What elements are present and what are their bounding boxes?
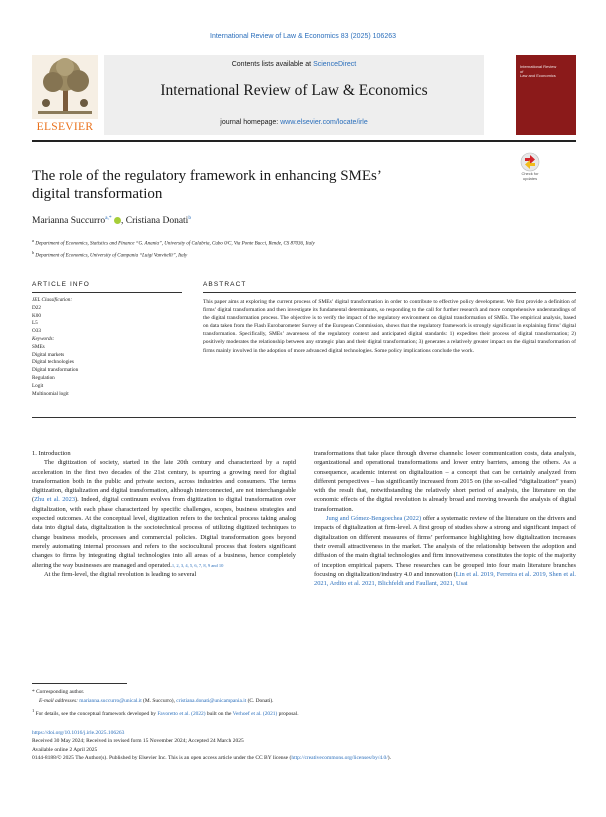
article-title-line: digital transformation xyxy=(32,186,163,202)
jel-label: JEL Classification: xyxy=(32,297,73,303)
paragraph-text: ). Indeed, digital continuum evolves from digitization to digital transformation over digitalization, with each phase characterized by specific challenges, scopes, business strategies and expected outcomes. At the conceptual level, digitization refers to the technical process taking analog data into digital data, digitalization is the sociotechnical process of utilizing digitized techniques to change business models, processes and commercial policies. Digital transformation goes beyond merely automating internal processes and refers to the sociocultural process that fosters significant changes to firms by integrating digital technologies into all areas of a business, hence completely altering the way businesses are managed and operated. xyxy=(32,496,296,569)
cover-title xyxy=(520,65,572,79)
footnote-mark: * xyxy=(32,689,35,695)
footnote-mark: 1 xyxy=(32,708,35,713)
article-info-heading: ARTICLE INFO xyxy=(32,281,90,288)
abstract-heading: ABSTRACT xyxy=(203,281,247,288)
body-column-right xyxy=(314,449,576,588)
author-name: Cristiana Donati xyxy=(125,216,189,227)
license-line xyxy=(32,754,576,762)
affiliation-b xyxy=(32,249,576,261)
keyword: Regulation xyxy=(32,374,55,381)
citation-links[interactable]: Lin et al. 2019, Ferreira et al. 2019, Shen et al. 2021, Ardito et al. 2021, Blichfeldt and Faullant, 2021, Usai xyxy=(314,570,576,588)
article-info-rule xyxy=(32,292,182,293)
corresponding-author-note xyxy=(32,688,576,697)
license-link[interactable]: http://creativecommons.org/licenses/by/4.0/ xyxy=(291,754,388,761)
body-paragraph: transformations that take place through diverse channels: lower communication costs, data analysis, organizational and operational transformations and lower entry barriers, among the others. As a consequence, academic interest on digitalization – a concept that can be certainly analyzed from different perspectives – has significantly increased from 2015 on (the so-called “digitalization” years) with the result that, notwithstanding the relatively short period of analysis, the literature on the economic effects of the digital revolution is already broad and moving towards the analysis of digital transformation. xyxy=(314,450,576,513)
sciencedirect-link[interactable]: ScienceDirect xyxy=(313,61,357,68)
email-link[interactable]: cristiana.donati@unicampania.it xyxy=(176,698,247,704)
email-note xyxy=(32,697,576,706)
keyword: Logit xyxy=(32,382,44,389)
body-paragraph xyxy=(314,514,576,588)
email-owner: (C. Donati). xyxy=(246,698,274,704)
citation-link[interactable]: Favoretto et al. (2022) xyxy=(157,710,206,717)
author-affil-mark[interactable]: a,* xyxy=(105,215,112,221)
journal-cover-thumbnail[interactable] xyxy=(516,55,576,135)
elsevier-tree-icon xyxy=(32,55,98,119)
check-updates-line: Check for xyxy=(521,171,539,176)
affiliation-text: Department of Economics, Statistics and Finance “G. Anania”, University of Calabria, Cubo 0/C, Via Ponte Bucci, Rende, CS 87036, Italy xyxy=(35,241,315,247)
email-label: E-mail addresses: xyxy=(39,698,78,704)
footnote-text: Corresponding author. xyxy=(36,689,85,695)
footnote-text: For details, see the conceptual framework developed by xyxy=(35,710,158,717)
footnote-rule xyxy=(32,683,127,684)
cover-title-line: International Review xyxy=(520,64,557,69)
keyword: Digital markets xyxy=(32,351,65,358)
footnote-marks[interactable]: 1, 2, 3, 4, 5, 6, 7, 8, 9 and 10 xyxy=(171,562,224,568)
jel-code: L5 xyxy=(32,320,38,327)
orcid-icon[interactable] xyxy=(114,217,121,224)
masthead xyxy=(32,55,576,135)
masthead-rule xyxy=(32,140,576,142)
keyword: SMEs xyxy=(32,343,45,350)
homepage-link[interactable]: www.elsevier.com/locate/irle xyxy=(280,119,368,126)
journal-reference[interactable]: International Review of Law & Economics 83 (2025) 106263 xyxy=(210,33,396,40)
article-info-panel xyxy=(32,297,182,398)
authors-line: Marianna Succurro$^{a,*}$ , Cristiana Donati$^b$ xyxy=(32,215,192,227)
contents-line xyxy=(104,61,484,68)
homepage-prefix: journal homepage: xyxy=(220,119,281,126)
paragraph-text: offer a systematic review of the literature on the drivers and impacts of digitalization at firm-level. A first group of studies show a strong and significant impact of digitalization on different measures of firms’ performance highlighting how digitalization increases their overall attractiveness in the market. The analysis of the relationship between the adoption and diffusion of the main digital technologies and firm innovativeness constitutes the topic of the majority of inception empirical papers. These researches can be grouped into four main literature branches focusing on digitalization/industry 4.0 and innovation ( xyxy=(314,515,576,578)
footnote-1 xyxy=(32,706,576,719)
jel-code: K00 xyxy=(32,312,41,319)
cover-title-line: Law and Economics xyxy=(520,73,556,79)
affiliations xyxy=(32,237,576,260)
affiliation-mark: b xyxy=(32,249,35,255)
section-heading: 1. Introduction xyxy=(32,450,71,457)
jel-code: D22 xyxy=(32,304,41,311)
author-affil-mark[interactable]: b xyxy=(188,215,192,221)
keyword: Digital transformation xyxy=(32,367,79,374)
email-link[interactable]: marianna.succurro@unical.it xyxy=(79,698,142,704)
keyword: Digital technologies xyxy=(32,359,74,366)
license-text: ). xyxy=(387,754,391,761)
citation-link[interactable]: Zhu et al. 2023 xyxy=(34,496,76,504)
footnotes xyxy=(32,688,576,719)
check-for-updates-badge[interactable] xyxy=(517,152,543,184)
cover-title-line: of xyxy=(520,68,524,74)
email-owner: (M. Succurro), xyxy=(141,698,177,704)
contents-prefix: Contents lists available at xyxy=(231,61,314,68)
keyword: Multinomial logit xyxy=(32,390,69,397)
check-updates-icon xyxy=(517,152,543,172)
paragraph-text: The digitization of society, started in the late 20th century and characterized by a rapid acceleration in the first two decades of the 21st century, is spurring a growing need for digital transformation both in the public and private sectors, across industries and consumers. The terms digitization, digitalization and digital transformation, although interconnected, are not interchangeable ( xyxy=(32,459,296,504)
abstract-bottom-rule xyxy=(32,417,576,418)
footnote-text: built on the xyxy=(205,710,233,717)
article-title xyxy=(32,167,472,203)
abstract-text: This paper aims at exploring the current process of SMEs’ digital transformation in order to contribute to effective policy development. We first provide a definition of firms’ digital transformation and then investigate its fundamental determinants, so responding to the call for further research and more comprehensive understandings of the digital transformation process. The objective is to verify the impact of the regulatory environment on digital transformation of SMEs. The empirical analysis, based on data taken from the Flash Eurobarometer Survey of the European Commission, shows that the regulatory framework is strongly significant in explaining firms’ digital transformation. Specifically, SMEs’ awareness of the regulatory context and anticipated digital standards: 1) expedites their process of digital transformation; 2) positively moderates the relationship between any strategic plan and their digital transformation; 3) generates a relatively greater impact on the digital transformation of firms mainly involved in the adoption of more advanced digital technologies. Some policy implications conclude the work. xyxy=(203,299,576,354)
citation-link[interactable]: Verhoef et al. (2021) xyxy=(232,710,278,717)
keywords-label: Keywords: xyxy=(32,335,55,342)
article-metadata xyxy=(32,729,576,762)
license-text: 0144-8188/© 2025 The Author(s). Published by Elsevier Inc. This is an open access article under the CC BY license ( xyxy=(32,754,292,761)
online-date: Available online 2 April 2025 xyxy=(32,746,98,753)
abstract-rule xyxy=(203,292,576,293)
homepage-line xyxy=(104,119,484,126)
affiliation-a xyxy=(32,237,576,249)
journal-title: International Review of Law & Economics xyxy=(160,82,428,99)
author-name: Marianna Succurro xyxy=(32,216,106,227)
check-updates-label xyxy=(517,172,543,181)
citation-link[interactable]: Jung and Gómez-Bengoechea (2022) xyxy=(326,515,422,523)
check-updates-line: updates xyxy=(522,175,538,181)
body-paragraph xyxy=(32,458,296,570)
doi-link[interactable]: https://doi.org/10.1016/j.irle.2025.106263 xyxy=(32,730,125,736)
footnote-text: proposal. xyxy=(277,710,299,717)
publisher-name: ELSEVIER xyxy=(36,121,94,133)
affiliation-mark: a xyxy=(32,238,35,243)
body-column-left xyxy=(32,449,296,579)
journal-header-box xyxy=(104,55,484,135)
jel-code: O33 xyxy=(32,328,41,335)
article-title-line: The role of the regulatory framework in enhancing SMEs’ xyxy=(32,168,382,184)
body-paragraph: At the firm-level, the digital revolution is leading to several xyxy=(44,570,197,578)
affiliation-text: Department of Economics, University of Campania “Luigi Vanvitelli”, Italy xyxy=(35,253,188,259)
elsevier-logo[interactable] xyxy=(32,55,98,135)
received-dates: Received 30 May 2024; Received in revised form 15 November 2024; Accepted 24 March 2025 xyxy=(32,738,244,745)
